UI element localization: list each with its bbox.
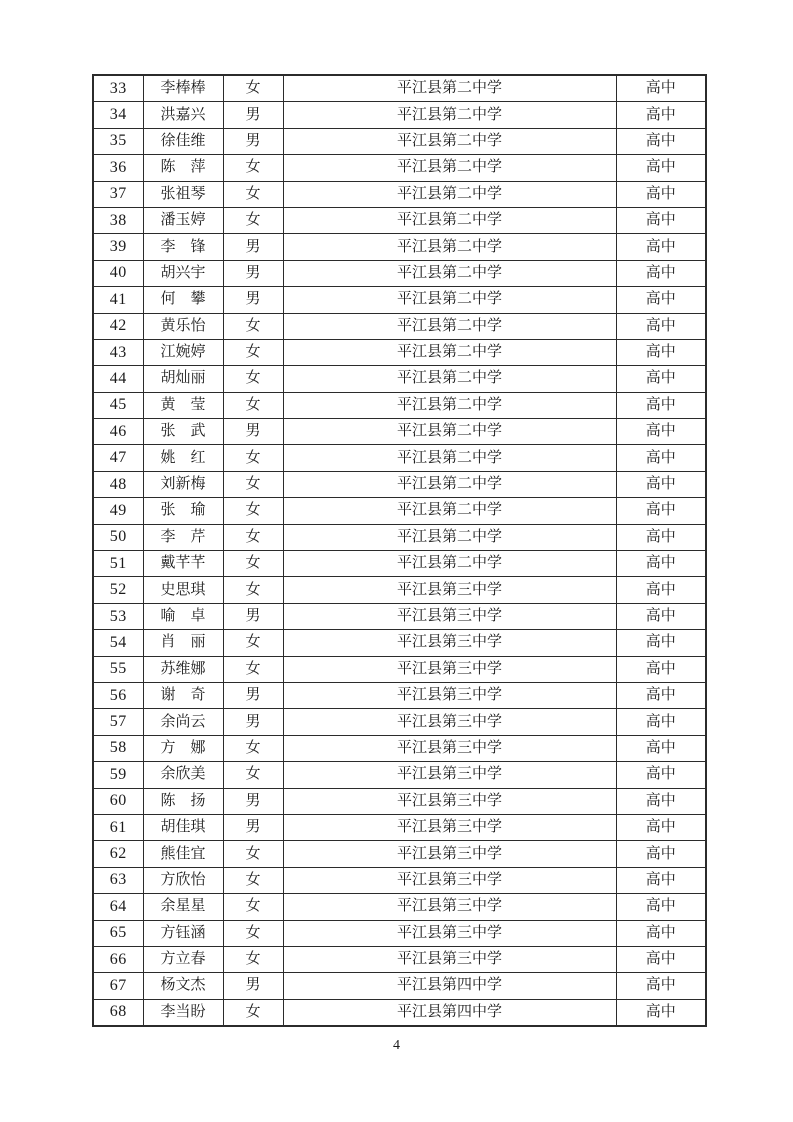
cell-gender: 女 [223,946,283,972]
table-row [93,630,706,656]
cell-gender: 男 [223,709,283,735]
cell-level: 高中 [616,999,706,1026]
cell-level: 高中 [616,709,706,735]
cell-name: 黄 莹 [143,392,223,418]
cell-school: 平江县第三中学 [283,946,616,972]
table-row [93,735,706,761]
cell-row-number: 59 [93,762,143,788]
table-row [93,551,706,577]
cell-row-number: 67 [93,973,143,999]
cell-row-number: 44 [93,366,143,392]
cell-row-number: 65 [93,920,143,946]
cell-gender: 男 [223,814,283,840]
cell-level: 高中 [616,524,706,550]
cell-school: 平江县第二中学 [283,339,616,365]
cell-row-number: 51 [93,551,143,577]
cell-school: 平江县第二中学 [283,181,616,207]
cell-row-number: 37 [93,181,143,207]
cell-gender: 女 [223,577,283,603]
cell-gender: 女 [223,867,283,893]
cell-school: 平江县第二中学 [283,155,616,181]
cell-level: 高中 [616,339,706,365]
cell-gender: 女 [223,498,283,524]
cell-level: 高中 [616,102,706,128]
cell-gender: 女 [223,735,283,761]
cell-gender: 女 [223,762,283,788]
table-row [93,894,706,920]
cell-school: 平江县第二中学 [283,498,616,524]
cell-gender: 女 [223,471,283,497]
cell-name: 方钰涵 [143,920,223,946]
cell-name: 张祖琴 [143,181,223,207]
cell-school: 平江县第三中学 [283,630,616,656]
cell-name: 何 攀 [143,287,223,313]
cell-row-number: 36 [93,155,143,181]
cell-level: 高中 [616,419,706,445]
cell-gender: 男 [223,102,283,128]
cell-name: 刘新梅 [143,471,223,497]
cell-school: 平江县第二中学 [283,392,616,418]
cell-level: 高中 [616,894,706,920]
cell-name: 李 锋 [143,234,223,260]
table-row [93,155,706,181]
cell-name: 陈 萍 [143,155,223,181]
table-row [93,498,706,524]
cell-gender: 女 [223,392,283,418]
cell-school: 平江县第二中学 [283,260,616,286]
cell-row-number: 41 [93,287,143,313]
cell-school: 平江县第三中学 [283,603,616,629]
cell-gender: 女 [223,630,283,656]
cell-school: 平江县第三中学 [283,894,616,920]
cell-school: 平江县第二中学 [283,313,616,339]
cell-school: 平江县第二中学 [283,419,616,445]
cell-gender: 男 [223,682,283,708]
cell-name: 洪嘉兴 [143,102,223,128]
cell-row-number: 54 [93,630,143,656]
cell-row-number: 42 [93,313,143,339]
table-row [93,234,706,260]
cell-row-number: 33 [93,75,143,102]
cell-row-number: 35 [93,128,143,154]
table-row [93,709,706,735]
table-row [93,339,706,365]
cell-name: 余星星 [143,894,223,920]
table-row [93,682,706,708]
table-row [93,207,706,233]
cell-name: 徐佳维 [143,128,223,154]
table-row [93,920,706,946]
cell-gender: 女 [223,999,283,1026]
cell-level: 高中 [616,181,706,207]
table-body [93,75,706,1026]
cell-name: 胡兴宇 [143,260,223,286]
cell-row-number: 39 [93,234,143,260]
cell-name: 李 芹 [143,524,223,550]
cell-gender: 女 [223,841,283,867]
cell-gender: 男 [223,128,283,154]
cell-gender: 女 [223,894,283,920]
cell-school: 平江县第四中学 [283,999,616,1026]
table-row [93,102,706,128]
cell-row-number: 55 [93,656,143,682]
cell-gender: 男 [223,287,283,313]
table-row [93,313,706,339]
cell-level: 高中 [616,498,706,524]
cell-row-number: 47 [93,445,143,471]
cell-name: 杨文杰 [143,973,223,999]
cell-name: 熊佳宜 [143,841,223,867]
cell-row-number: 53 [93,603,143,629]
cell-name: 苏维娜 [143,656,223,682]
cell-level: 高中 [616,445,706,471]
table-row [93,999,706,1026]
cell-level: 高中 [616,841,706,867]
cell-row-number: 48 [93,471,143,497]
cell-level: 高中 [616,682,706,708]
cell-level: 高中 [616,260,706,286]
cell-gender: 女 [223,155,283,181]
cell-row-number: 45 [93,392,143,418]
cell-level: 高中 [616,155,706,181]
cell-level: 高中 [616,128,706,154]
cell-school: 平江县第三中学 [283,814,616,840]
cell-school: 平江县第三中学 [283,735,616,761]
cell-school: 平江县第二中学 [283,102,616,128]
cell-school: 平江县第三中学 [283,788,616,814]
cell-level: 高中 [616,366,706,392]
cell-name: 余尚云 [143,709,223,735]
table-row [93,788,706,814]
table-row [93,128,706,154]
cell-name: 张 瑜 [143,498,223,524]
cell-row-number: 66 [93,946,143,972]
cell-gender: 男 [223,419,283,445]
cell-school: 平江县第三中学 [283,920,616,946]
cell-school: 平江县第二中学 [283,445,616,471]
cell-row-number: 40 [93,260,143,286]
cell-gender: 男 [223,260,283,286]
table-row [93,260,706,286]
cell-name: 方立春 [143,946,223,972]
cell-school: 平江县第二中学 [283,75,616,102]
table-row [93,392,706,418]
cell-level: 高中 [616,735,706,761]
table-row [93,762,706,788]
cell-school: 平江县第三中学 [283,682,616,708]
table-row [93,287,706,313]
table-row [93,181,706,207]
table-row [93,445,706,471]
cell-row-number: 60 [93,788,143,814]
cell-school: 平江县第二中学 [283,551,616,577]
cell-row-number: 62 [93,841,143,867]
cell-row-number: 34 [93,102,143,128]
cell-name: 陈 扬 [143,788,223,814]
cell-gender: 女 [223,524,283,550]
table-row [93,867,706,893]
table-row [93,946,706,972]
table-row [93,603,706,629]
table-row [93,814,706,840]
table-row [93,973,706,999]
cell-school: 平江县第二中学 [283,471,616,497]
cell-name: 胡佳琪 [143,814,223,840]
cell-school: 平江县第二中学 [283,207,616,233]
cell-row-number: 68 [93,999,143,1026]
cell-gender: 女 [223,75,283,102]
cell-gender: 女 [223,339,283,365]
cell-name: 方 娜 [143,735,223,761]
cell-level: 高中 [616,867,706,893]
cell-gender: 男 [223,234,283,260]
cell-level: 高中 [616,788,706,814]
cell-gender: 男 [223,603,283,629]
cell-school: 平江县第四中学 [283,973,616,999]
cell-gender: 女 [223,181,283,207]
cell-row-number: 64 [93,894,143,920]
cell-row-number: 63 [93,867,143,893]
cell-level: 高中 [616,234,706,260]
cell-row-number: 43 [93,339,143,365]
table-row [93,419,706,445]
cell-level: 高中 [616,762,706,788]
cell-level: 高中 [616,577,706,603]
cell-gender: 男 [223,973,283,999]
cell-name: 戴芊芊 [143,551,223,577]
cell-level: 高中 [616,75,706,102]
cell-name: 方欣怡 [143,867,223,893]
page-number: 4 [393,1038,400,1053]
cell-level: 高中 [616,392,706,418]
cell-gender: 男 [223,788,283,814]
cell-level: 高中 [616,287,706,313]
table-row [93,366,706,392]
cell-name: 张 武 [143,419,223,445]
cell-level: 高中 [616,313,706,339]
cell-school: 平江县第三中学 [283,762,616,788]
cell-school: 平江县第三中学 [283,656,616,682]
cell-row-number: 57 [93,709,143,735]
cell-level: 高中 [616,603,706,629]
cell-name: 余欣美 [143,762,223,788]
cell-name: 江婉婷 [143,339,223,365]
cell-school: 平江县第三中学 [283,867,616,893]
cell-name: 李棒棒 [143,75,223,102]
cell-row-number: 46 [93,419,143,445]
cell-name: 史思琪 [143,577,223,603]
cell-name: 李当盼 [143,999,223,1026]
cell-name: 黄乐怡 [143,313,223,339]
cell-school: 平江县第二中学 [283,287,616,313]
cell-level: 高中 [616,814,706,840]
cell-name: 肖 丽 [143,630,223,656]
cell-gender: 女 [223,366,283,392]
cell-row-number: 61 [93,814,143,840]
cell-gender: 女 [223,207,283,233]
cell-school: 平江县第二中学 [283,524,616,550]
cell-row-number: 58 [93,735,143,761]
cell-level: 高中 [616,656,706,682]
table-row [93,841,706,867]
cell-school: 平江县第二中学 [283,366,616,392]
cell-row-number: 38 [93,207,143,233]
cell-name: 喻 卓 [143,603,223,629]
cell-row-number: 56 [93,682,143,708]
cell-name: 姚 红 [143,445,223,471]
cell-name: 潘玉婷 [143,207,223,233]
table-row [93,524,706,550]
cell-school: 平江县第三中学 [283,709,616,735]
cell-gender: 女 [223,656,283,682]
cell-level: 高中 [616,973,706,999]
cell-level: 高中 [616,207,706,233]
cell-school: 平江县第三中学 [283,841,616,867]
table-row [93,656,706,682]
cell-school: 平江县第二中学 [283,234,616,260]
cell-name: 胡灿丽 [143,366,223,392]
cell-gender: 女 [223,551,283,577]
cell-row-number: 49 [93,498,143,524]
cell-row-number: 50 [93,524,143,550]
cell-gender: 女 [223,920,283,946]
cell-level: 高中 [616,946,706,972]
cell-gender: 女 [223,445,283,471]
cell-school: 平江县第二中学 [283,128,616,154]
cell-name: 谢 奇 [143,682,223,708]
cell-level: 高中 [616,471,706,497]
roster-table [92,74,707,1027]
cell-level: 高中 [616,630,706,656]
cell-level: 高中 [616,551,706,577]
table-row [93,577,706,603]
table-row [93,471,706,497]
table-row [93,75,706,102]
cell-school: 平江县第三中学 [283,577,616,603]
cell-row-number: 52 [93,577,143,603]
cell-level: 高中 [616,920,706,946]
cell-gender: 女 [223,313,283,339]
